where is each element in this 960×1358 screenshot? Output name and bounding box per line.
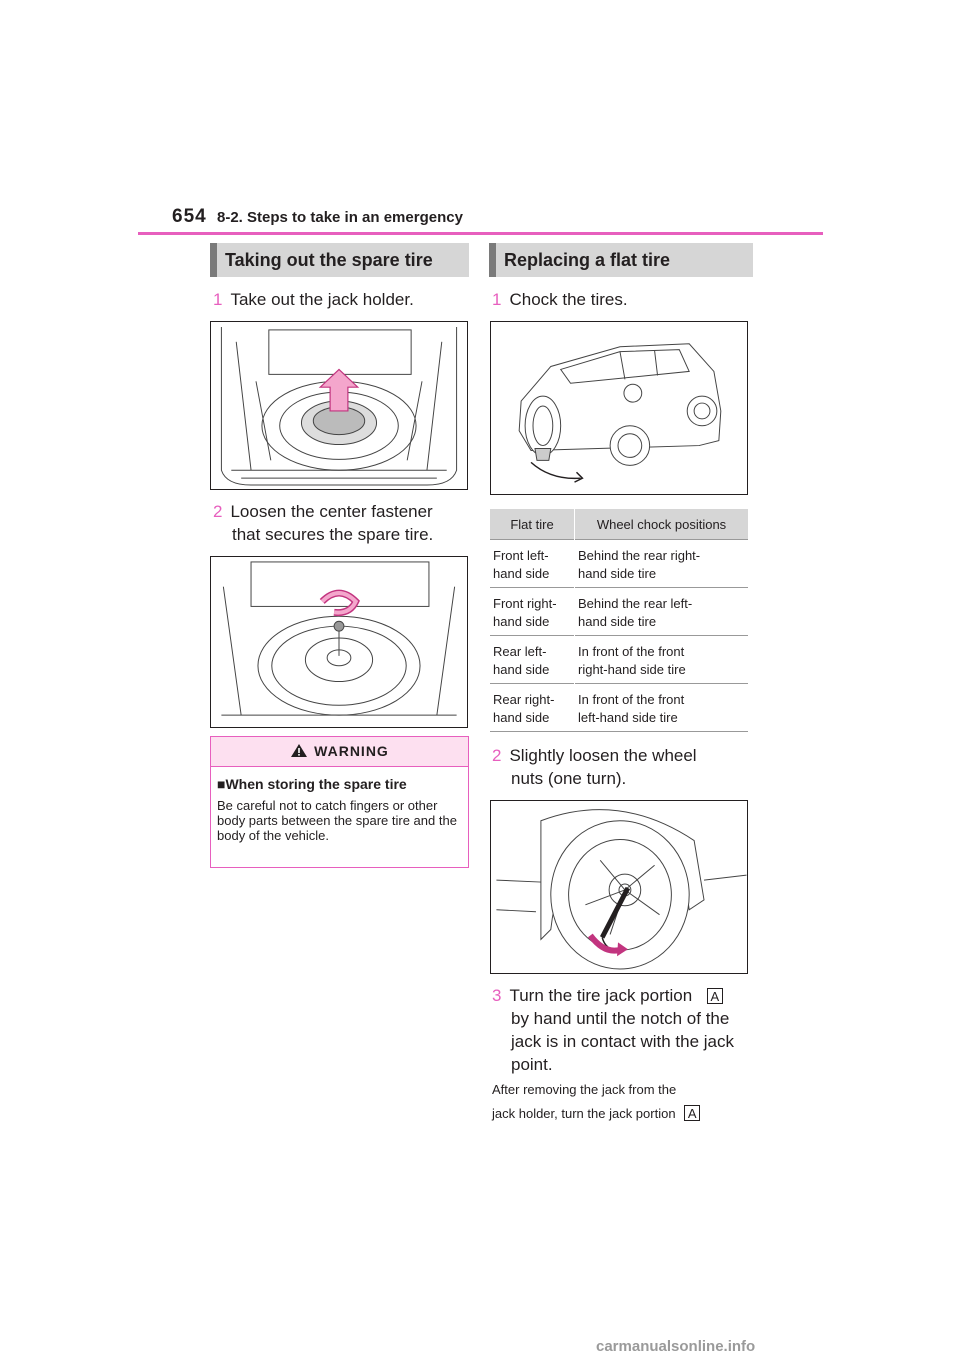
step-text: Chock the tires. xyxy=(509,290,628,309)
table-row xyxy=(490,588,748,636)
left-step-1 xyxy=(213,288,414,311)
figure-jack-holder xyxy=(210,321,468,490)
wheel-nut-wrench-illustration xyxy=(491,801,747,973)
step-number: 1 xyxy=(213,290,223,309)
heading-replacing-flat-tire: Replacing a flat tire xyxy=(489,243,753,277)
step-text-line: Loosen the center fastener xyxy=(230,502,433,521)
callout-a-label: A xyxy=(684,1105,700,1121)
step-number: 3 xyxy=(492,986,502,1005)
note-line: jack holder, turn the jack portion A xyxy=(492,1102,762,1126)
warning-box xyxy=(210,736,469,868)
table-row xyxy=(490,540,748,588)
wheel-chock-table xyxy=(490,509,748,732)
warning-subtitle: ■When storing the spare tire xyxy=(217,776,407,792)
table-row xyxy=(490,636,748,684)
left-step-2 xyxy=(213,500,433,546)
step-number: 2 xyxy=(213,502,223,521)
callout-a-label: A xyxy=(707,988,723,1004)
step-text-line: jack is in contact with the jack xyxy=(511,1032,734,1051)
flat-tire-cell: Rear right- hand side xyxy=(490,684,575,732)
note-line: After removing the jack from the xyxy=(492,1082,677,1097)
section-title: 8-2. Steps to take in an emergency xyxy=(217,209,463,226)
step-text-line: Slightly loosen the wheel xyxy=(509,746,697,765)
right-step-1 xyxy=(492,288,628,311)
flat-tire-cell: Rear left- hand side xyxy=(490,636,575,684)
warning-header xyxy=(211,737,468,767)
step-number: 2 xyxy=(492,746,502,765)
step-text-line: point. xyxy=(511,1055,553,1074)
step-text: Take out the jack holder. xyxy=(230,290,414,309)
spare-tire-fastener-illustration xyxy=(211,557,467,727)
chock-position-cell: Behind the rear right- hand side tire xyxy=(575,540,749,588)
right-step-2 xyxy=(492,744,697,790)
figure-loosen-wheel-nuts xyxy=(490,800,748,974)
chock-position-cell: In front of the front left-hand side tire xyxy=(575,684,749,732)
step-text-line: that secures the spare tire. xyxy=(232,525,434,544)
figure-chock-tires xyxy=(490,321,748,495)
step-text-line: Turn the tire jack portion xyxy=(509,986,693,1005)
column-header-flat-tire: Flat tire xyxy=(490,509,575,540)
step-text-line: by hand until the notch of the xyxy=(511,1009,730,1028)
table-row xyxy=(490,684,748,732)
chock-position-cell: In front of the front right-hand side tire xyxy=(575,636,749,684)
page-number: 654 xyxy=(172,206,207,227)
flat-tire-cell: Front right- hand side xyxy=(490,588,575,636)
chock-position-cell: Behind the rear left- hand side tire xyxy=(575,588,749,636)
header-divider xyxy=(138,232,823,235)
jack-note xyxy=(492,1078,762,1126)
step-text-line: nuts (one turn). xyxy=(511,769,627,788)
warning-text: Be careful not to catch fingers or other body parts between the spare tire and the body of the vehicle. xyxy=(217,798,457,843)
watermark: carmanualsonline.info xyxy=(596,1338,756,1355)
warning-title: WARNING xyxy=(314,743,389,759)
flat-tire-cell: Front left- hand side xyxy=(490,540,575,588)
trunk-jack-holder-illustration xyxy=(211,322,467,489)
heading-taking-out-spare-tire: Taking out the spare tire xyxy=(210,243,469,277)
column-header-chock-positions: Wheel chock positions xyxy=(575,509,749,540)
right-step-3 xyxy=(492,984,762,1076)
warning-triangle-icon xyxy=(290,743,308,758)
figure-center-fastener xyxy=(210,556,468,728)
suv-chocked-tires-illustration xyxy=(491,322,747,494)
step-number: 1 xyxy=(492,290,502,309)
table-header-row xyxy=(490,509,748,540)
